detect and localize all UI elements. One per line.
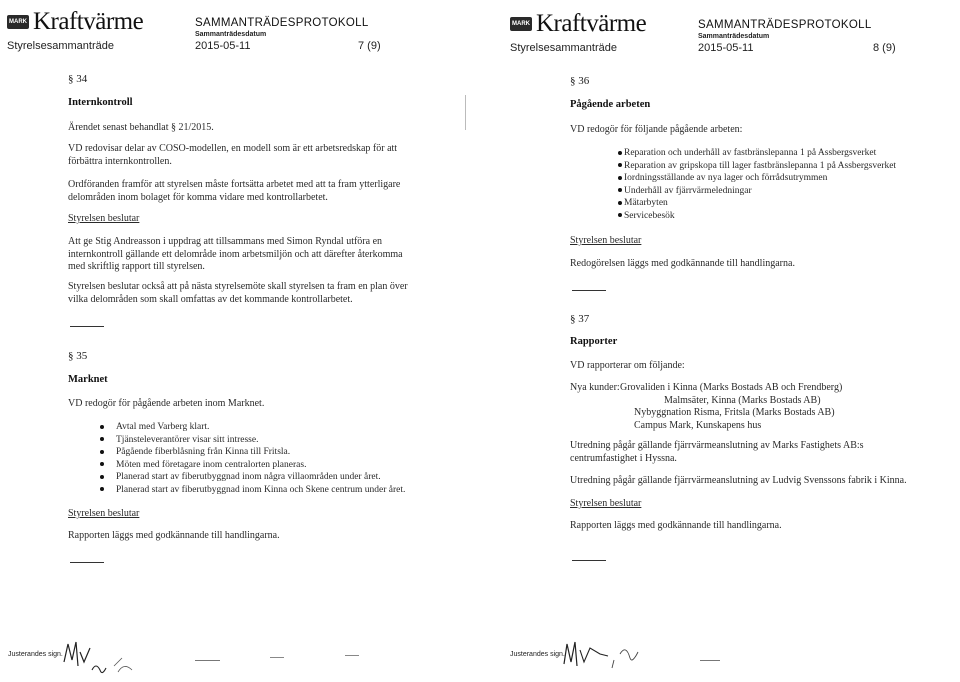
bullet-icon — [618, 201, 622, 205]
protocol-page-8 — [480, 0, 960, 682]
handwritten-signature — [560, 634, 650, 674]
section-number: § 35 — [68, 350, 88, 362]
new-customers-label: Nya kunder: — [570, 382, 620, 393]
signature-line — [270, 657, 284, 658]
page-number: 7 (9) — [358, 40, 381, 52]
section-title: Pågående arbeten — [570, 99, 651, 110]
meeting-date: 2015-05-11 — [195, 40, 251, 52]
new-customers-list: Grovaliden i Kinna (Marks Bostads AB och Frendberg) Malmsäter, Kinna (Marks Bostads AB) Nybyggnation Risma, Fritsla (Marks Bostads AB) Campus Mark, Kunskapens hus — [620, 382, 843, 431]
decision-label: Styrelsen beslutar — [68, 213, 140, 224]
section-divider — [70, 562, 104, 563]
list-item: Avtal med Varberg klart. — [100, 421, 405, 434]
bullet-icon — [618, 213, 622, 217]
protocol-subtitle: Sammanträdesdatum — [698, 33, 770, 40]
list-item: Reparation och underhåll av fastbränslepanna 1 på Assbergsverket — [618, 147, 896, 160]
decision-label: Styrelsen beslutar — [68, 508, 140, 519]
paragraph: Utredning pågår gällande fjärrvärmeanslutning av Marks Fastighets AB:s centrumfastighet i Hyssna. — [570, 440, 864, 464]
list-item: Servicebesök — [618, 210, 896, 223]
page-number: 8 (9) — [873, 42, 896, 54]
section-divider — [572, 560, 606, 561]
signature-line — [345, 655, 359, 656]
logo-mark-icon: MARK — [7, 15, 29, 29]
paragraph: Redogörelsen läggs med godkännande till handlingarna. — [570, 258, 795, 269]
meeting-name: Styrelsesammanträde — [7, 40, 114, 52]
paragraph: VD redogör för följande pågående arbeten: — [570, 124, 743, 135]
section-title: Rapporter — [570, 336, 618, 347]
bullet-icon — [100, 487, 104, 491]
section-divider — [70, 326, 104, 327]
paragraph: Styrelsen beslutar också att på nästa styrelsemöte skall styrelsen ta fram en plan över vilka delområden som skall omfattas av det kommande kontrollarbetet. — [68, 281, 408, 305]
paragraph: Ärendet senast behandlat § 21/2015. — [68, 122, 214, 133]
bullet-icon — [100, 437, 104, 441]
decision-label: Styrelsen beslutar — [570, 235, 642, 246]
paragraph: VD redogör för pågående arbeten inom Marknet. — [68, 398, 265, 409]
meeting-name: Styrelsesammanträde — [510, 42, 617, 54]
bullet-icon — [100, 462, 104, 466]
section-number: § 34 — [68, 73, 88, 85]
signature-label: Justerandes sign. — [8, 651, 63, 658]
bullet-icon — [618, 151, 622, 155]
protocol-title: SAMMANTRÄDESPROTOKOLL — [698, 19, 872, 31]
list-item: Iordningsställande av nya lager och förrådsutrymmen — [618, 172, 896, 185]
company-logo — [7, 8, 143, 36]
list-item: Mätarbyten — [618, 197, 896, 210]
bullet-icon — [618, 188, 622, 192]
paragraph: Ordföranden framför att styrelsen måste fortsätta arbetet med att ta fram ytterligare delområden inom bolaget för komma vidare med kontrollarbetet. — [68, 179, 401, 203]
paragraph: Rapporten läggs med godkännande till handlingarna. — [570, 520, 782, 531]
list-item: Reparation av gripskopa till lager fastbränslepanna 1 på Assbergsverket — [618, 160, 896, 173]
section-divider — [572, 290, 606, 291]
list-item: Underhåll av fjärrvärmeledningar — [618, 185, 896, 198]
bullet-icon — [100, 450, 104, 454]
paragraph: VD rapporterar om följande: — [570, 360, 685, 371]
paragraph: VD redovisar delar av COSO-modellen, en modell som är ett arbetsredskap för att förbättra internkontrollen. — [68, 143, 398, 167]
list-item: Pågående fiberblåsning från Kinna till Fritsla. — [100, 446, 405, 459]
section-number: § 36 — [570, 75, 590, 87]
bullet-icon — [100, 475, 104, 479]
section-number: § 37 — [570, 313, 590, 325]
list-item: Tjänsteleverantörer visar sitt intresse. — [100, 434, 405, 447]
paragraph: Utredning pågår gällande fjärrvärmeanslutning av Ludvig Svenssons fabrik i Kinna. — [570, 475, 907, 486]
protocol-title: SAMMANTRÄDESPROTOKOLL — [195, 17, 369, 29]
logo-text: Kraftvärme — [536, 10, 647, 37]
decision-label: Styrelsen beslutar — [570, 498, 642, 509]
bullet-icon — [100, 425, 104, 429]
list-item: Planerad start av fiberutbyggnad inom några villaområden under året. — [100, 471, 405, 484]
list-item: Möten med företagare inom centralorten planeras. — [100, 459, 405, 472]
company-logo — [510, 10, 646, 38]
section-title: Marknet — [68, 374, 108, 385]
section-title: Internkontroll — [68, 97, 133, 108]
bullet-list — [100, 421, 405, 496]
protocol-subtitle: Sammanträdesdatum — [195, 31, 267, 38]
bullet-icon — [618, 163, 622, 167]
logo-mark-icon: MARK — [510, 17, 532, 31]
signature-line — [700, 660, 720, 661]
bullet-icon — [618, 176, 622, 180]
handwritten-signature — [62, 632, 142, 678]
signature-label: Justerandes sign. — [510, 651, 565, 658]
page-separator — [465, 95, 466, 130]
signature-line — [195, 660, 220, 661]
logo-text: Kraftvärme — [33, 8, 144, 35]
list-item: Planerad start av fiberutbyggnad inom Kinna och Skene centrum under året. — [100, 484, 405, 497]
bullet-list — [618, 147, 896, 222]
paragraph: Att ge Stig Andreasson i uppdrag att tillsammans med Simon Ryndal utföra en internkontroll gällande ett delområde inom arbetsmiljön och att därefter återkomma med skriftlig rapport till styrelsen. — [68, 236, 403, 272]
meeting-date: 2015-05-11 — [698, 42, 754, 54]
paragraph: Rapporten läggs med godkännande till handlingarna. — [68, 530, 280, 541]
